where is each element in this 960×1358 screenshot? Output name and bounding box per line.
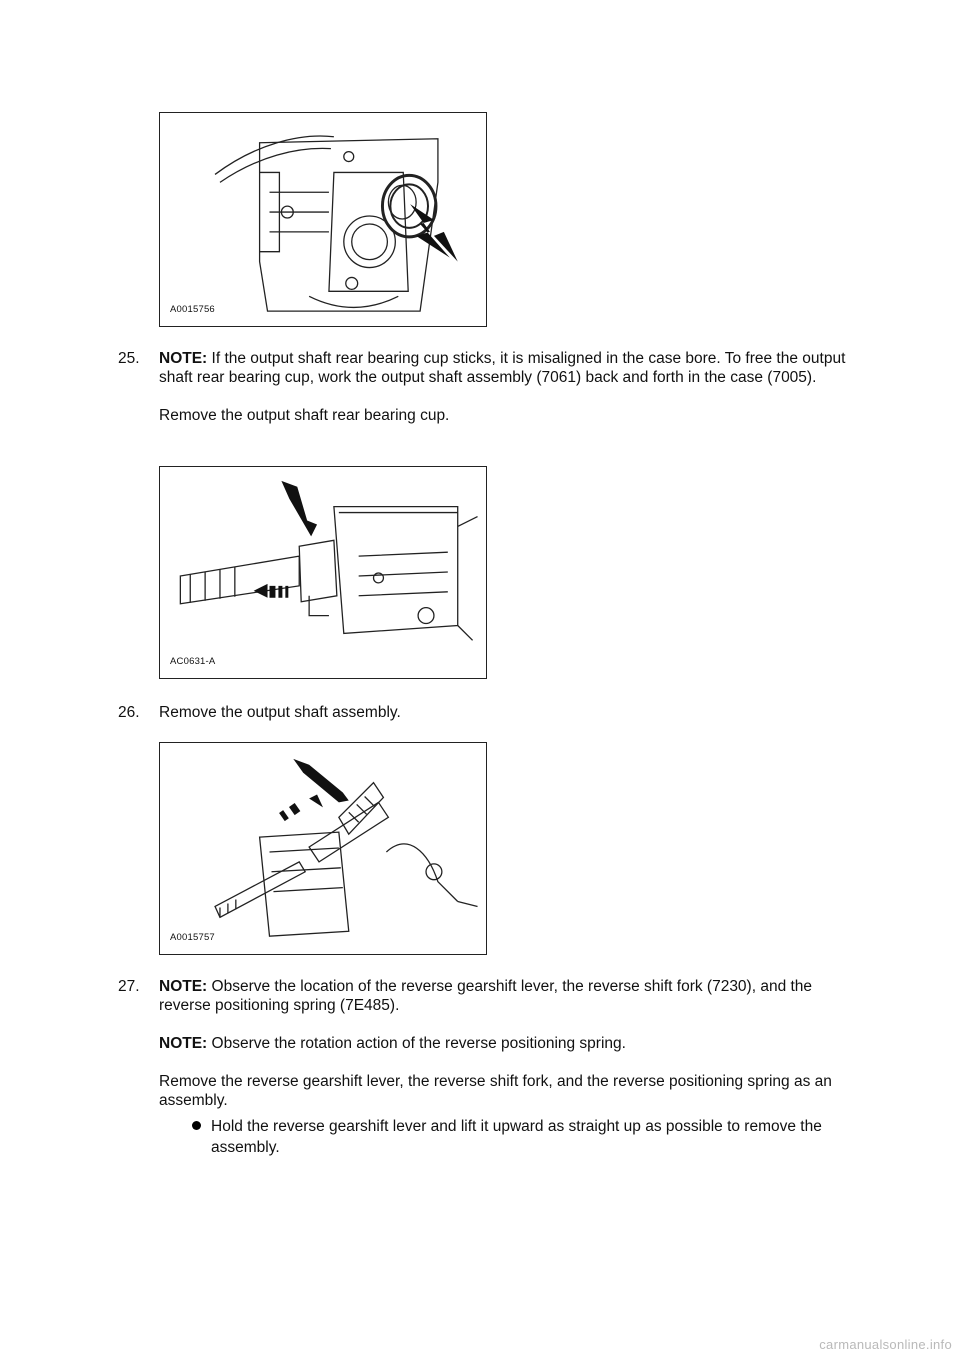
instruction: Remove the reverse gearshift lever, the reverse shift fork, and the reverse positioning spring as an assembly. [159, 1073, 832, 1109]
watermark: carmanualsonline.info [819, 1337, 952, 1352]
bullet-item [183, 1116, 858, 1158]
note [159, 977, 858, 1015]
figure-id: A0015757 [170, 932, 215, 943]
step-number: 27. [118, 978, 140, 995]
bullet-text: Hold the reverse gearshift lever and lift it upward as straight up as possible to remove the assembly. [211, 1118, 822, 1156]
note-label: NOTE: [159, 978, 208, 995]
instruction: Remove the output shaft assembly. [159, 704, 401, 721]
figure-output-shaft-cup [159, 466, 487, 679]
step-27 [118, 977, 858, 1167]
note-text: Observe the rotation action of the reverse positioning spring. [211, 1035, 626, 1052]
note-label: NOTE: [159, 1035, 208, 1052]
figure-bearing-cup [159, 112, 487, 327]
figure-id: A0015756 [170, 304, 215, 315]
illustration-output-shaft-removal [160, 743, 486, 954]
note-text: If the output shaft rear bearing cup sticks, it is misaligned in the case bore. To free the output shaft rear bearing cup, work the output shaft assembly (7061) back and forth in the case (7005). [159, 350, 846, 386]
note [159, 1034, 858, 1053]
bullet-dot-icon [192, 1121, 201, 1130]
note-text: Observe the location of the reverse gearshift lever, the reverse shift fork (7230), and the reverse positioning spring (7E485). [159, 978, 813, 1014]
illustration-output-shaft-cup [160, 467, 486, 678]
step-26 [118, 703, 858, 723]
figure-id: AC0631-A [170, 656, 216, 667]
step-25 [118, 349, 858, 449]
note [159, 349, 858, 387]
note-label: NOTE: [159, 350, 208, 367]
illustration-case-bearing-cup [160, 113, 486, 326]
step-number: 25. [118, 350, 140, 367]
figure-output-shaft-assembly [159, 742, 487, 955]
step-number: 26. [118, 704, 140, 721]
instruction: Remove the output shaft rear bearing cup. [159, 407, 450, 424]
